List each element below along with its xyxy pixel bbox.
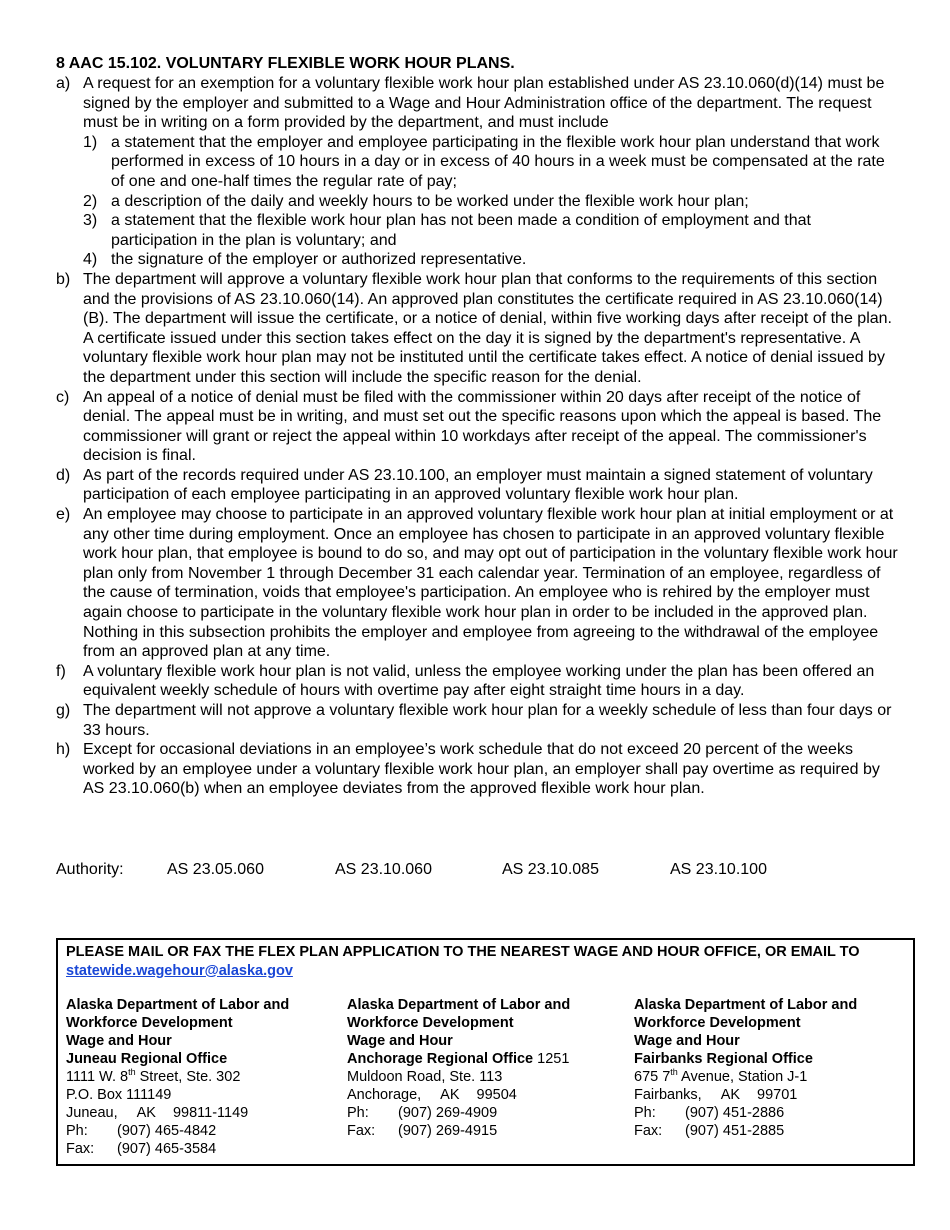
paragraph-label: c)	[56, 388, 70, 406]
division-name: Wage and Hour	[634, 1033, 740, 1049]
phone	[347, 1104, 617, 1122]
city: Juneau,	[66, 1105, 118, 1121]
paragraph-text: A voluntary flexible work hour plan is not valid, unless the employee working under the plan has been offered an equivalent weekly schedule of hours with overtime pay after eight straight time hours in a day.	[83, 662, 875, 700]
paragraph-label: a)	[56, 75, 71, 92]
phone-number: (907) 451-2886	[685, 1105, 785, 1121]
email-link[interactable]: statewide.wagehour@alaska.gov	[66, 962, 293, 979]
authority-statute: AS 23.10.060	[335, 861, 432, 878]
ordinal-suffix: th	[670, 1067, 678, 1078]
street-address-part: Street, Ste. 302	[135, 1069, 241, 1085]
authority-label: Authority:	[56, 861, 124, 878]
phone-label: Ph:	[634, 1105, 656, 1121]
fax	[634, 1122, 904, 1140]
department-name: Alaska Department of Labor and	[66, 997, 290, 1013]
fax	[347, 1122, 617, 1140]
fax-number: (907) 465-3584	[117, 1141, 217, 1157]
sub-item-1	[56, 133, 898, 192]
street-address-part: 675 7	[634, 1069, 671, 1085]
office-fairbanks	[634, 996, 904, 1140]
phone-number: (907) 465-4842	[117, 1123, 217, 1139]
paragraph-h	[56, 740, 898, 799]
phone-number: (907) 269-4909	[398, 1105, 498, 1121]
paragraph-text: An employee may choose to participate in an approved voluntary flexible work hour plan at initial employment or at any other time during employment. Once an employee has chosen to participate in an approved voluntary flexible work hour plan, that employee is bound to do so, and may opt out of participation in the voluntary flexible work hour plan only from November 1 through December 31 each calendar year. Termination of an employee, regardless of the cause of termination, voids that employee's participation. An employee who is rehired by the employer must again choose to participate in the voluntary flexible work hour plan in order to be included in the approved plan. Nothing in this subsection prohibits the employer and employee from agreeing to the withdrawal of the employee from an approved plan at any time.	[83, 506, 898, 661]
division-name: Wage and Hour	[347, 1033, 453, 1049]
section-title: 8 AAC 15.102. VOLUNTARY FLEXIBLE WORK HOUR PLANS.	[56, 55, 515, 72]
zip: 99504	[476, 1087, 517, 1103]
street-address	[634, 1068, 904, 1086]
paragraph-text: An appeal of a notice of denial must be filed with the commissioner within 20 days after receipt of the notice of denial. The appeal must be in writing, and must set out the specific reasons upon which the appeal is based. The commissioner will grant or reject the appeal within 10 workdays after receipt of the appeal. The commissioner's decision is final.	[83, 388, 882, 465]
sub-item-label: 3)	[83, 212, 98, 230]
mail-notice-text: PLEASE MAIL OR FAX THE FLEX PLAN APPLICATION TO THE NEAREST WAGE AND HOUR OFFICE, OR EMAIL TO	[66, 944, 860, 960]
fax-label: Fax:	[347, 1123, 376, 1139]
paragraph-text: As part of the records required under AS 23.10.100, an employer must maintain a signed statement of voluntary participation of each employee participating in an approved voluntary flexible work hour plan.	[83, 466, 873, 504]
sub-item-label: 1)	[83, 133, 98, 151]
sub-item-text: a description of the daily and weekly hours to be worked under the flexible work hour plan;	[111, 192, 749, 210]
paragraph-e	[56, 505, 898, 662]
department-name: Alaska Department of Labor and	[634, 997, 858, 1013]
regulation-section	[56, 54, 898, 799]
fax-label: Fax:	[66, 1141, 95, 1157]
department-name: Workforce Development	[347, 1015, 514, 1031]
street-address-part: Avenue, Station J-1	[677, 1069, 808, 1085]
state: AK	[136, 1105, 156, 1121]
street-address-part: 1111 W. 8	[66, 1069, 129, 1085]
sub-item-4	[56, 250, 898, 270]
department-name: Workforce Development	[634, 1015, 801, 1031]
sub-item-text: a statement that the employer and employee participating in the flexible work hour plan understand that work performed in excess of 10 hours in a day or in excess of 40 hours in a week must be compensated at the rate of one and one-half times the regular rate of pay;	[111, 133, 885, 190]
paragraph-label: d)	[56, 466, 71, 484]
street-number: 1251	[533, 1051, 570, 1067]
street-address: Muldoon Road, Ste. 113	[347, 1069, 503, 1085]
phone-label: Ph:	[347, 1105, 369, 1121]
sub-item-2	[56, 192, 898, 212]
office-name: Juneau Regional Office	[66, 1051, 228, 1067]
authority-statute: AS 23.10.085	[502, 861, 599, 878]
department-name: Workforce Development	[66, 1015, 233, 1031]
street-address	[66, 1068, 336, 1086]
authority-statute: AS 23.10.100	[670, 861, 767, 878]
paragraph-d	[56, 466, 898, 505]
city-state-zip	[66, 1104, 336, 1122]
authority-statute: AS 23.05.060	[167, 861, 264, 878]
office-name: Anchorage Regional Office	[347, 1051, 534, 1067]
paragraph-label: b)	[56, 270, 71, 288]
mail-notice	[66, 943, 906, 980]
division-name: Wage and Hour	[66, 1033, 172, 1049]
city: Anchorage,	[347, 1087, 422, 1103]
paragraph-b	[56, 270, 898, 388]
fax-label: Fax:	[634, 1123, 663, 1139]
sub-item-label: 2)	[83, 192, 98, 210]
zip: 99701	[757, 1087, 798, 1103]
paragraph-c	[56, 388, 898, 466]
mail-instructions-box	[56, 938, 915, 1166]
phone-label: Ph:	[66, 1123, 88, 1139]
city-state-zip	[634, 1086, 904, 1104]
sub-item-label: 4)	[83, 251, 98, 269]
po-box: P.O. Box 111149	[66, 1087, 172, 1103]
office-name: Fairbanks Regional Office	[634, 1051, 813, 1067]
ordinal-suffix: th	[128, 1067, 136, 1078]
phone	[66, 1122, 336, 1140]
phone	[634, 1104, 904, 1122]
sub-item-3	[56, 211, 898, 250]
zip: 99811-1149	[172, 1105, 249, 1121]
office-juneau	[66, 996, 336, 1158]
city-state-zip	[347, 1086, 617, 1104]
office-line	[347, 1050, 617, 1068]
state: AK	[440, 1087, 460, 1103]
state: AK	[720, 1087, 741, 1103]
fax	[66, 1140, 336, 1158]
paragraph-f	[56, 662, 898, 701]
paragraph-label: h)	[56, 741, 71, 759]
fax-number: (907) 269-4915	[398, 1123, 498, 1139]
city: Fairbanks,	[634, 1087, 702, 1103]
paragraph-text: The department will approve a voluntary flexible work hour plan that conforms to the requirements of this section and the provisions of AS 23.10.060(14). An approved plan constitutes the certificate required in AS 23.10.060(14)(B). The department will issue the certificate, or a notice of denial, within five working days after receipt of the plan. A certificate issued under this section takes effect on the day it is signed by the department's representative. A voluntary flexible work hour plan may not be instituted until the certificate takes effect. A notice of denial issued by the department under this section will include the specific reason for the denial.	[83, 270, 892, 386]
paragraph-label: f)	[56, 662, 66, 680]
sub-item-text: a statement that the flexible work hour plan has not been made a condition of employment and that participation in the plan is voluntary; and	[111, 212, 811, 249]
department-name: Alaska Department of Labor and	[347, 997, 571, 1013]
paragraph-a	[56, 74, 898, 133]
paragraph-g	[56, 701, 898, 740]
fax-number: (907) 451-2885	[685, 1123, 785, 1139]
paragraph-text: A request for an exemption for a voluntary flexible work hour plan established under AS 23.10.060(d)(14) must be signed by the employer and submitted to a Wage and Hour Administration office of the department. The request must be in writing on a form provided by the department, and must include	[83, 75, 885, 132]
paragraph-label: e)	[56, 506, 71, 524]
sub-item-text: the signature of the employer or authorized representative.	[111, 251, 527, 269]
paragraph-text: Except for occasional deviations in an employee’s work schedule that do not exceed 20 percent of the weeks worked by an employee under a voluntary flexible work hour plan, an employer shall pay overtime as required by AS 23.10.060(b) when an employee deviates from the approved flexible work hour plan.	[83, 741, 880, 798]
office-anchorage	[347, 996, 617, 1140]
paragraph-text: The department will not approve a voluntary flexible work hour plan for a weekly schedule of less than four days or 33 hours.	[83, 702, 892, 739]
paragraph-label: g)	[56, 702, 71, 719]
